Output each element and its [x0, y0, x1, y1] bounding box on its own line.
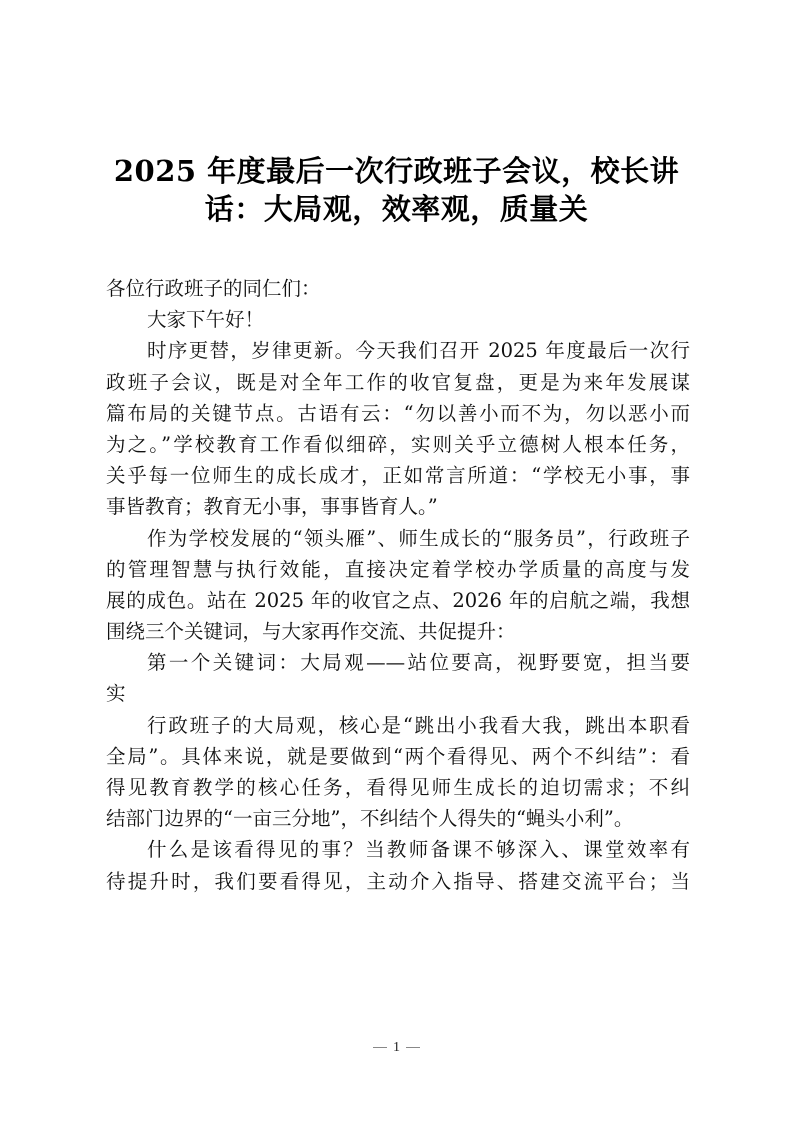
dash-left	[373, 1047, 387, 1048]
text-line: 围绕三个关键词，与大家再作交流、共促提升：	[106, 620, 516, 644]
text-line: 全局”。具体来说，就是要做到“两个看得见、两个不纠结”：看	[106, 744, 690, 768]
text-line: 第一个关键词：大局观——站位要高，视野要宽，担当要	[147, 651, 690, 675]
text-line: 大家下午好！	[147, 308, 265, 332]
document-title	[90, 152, 703, 228]
title-line-2: 话：大局观，效率观，质量关	[204, 192, 589, 226]
text-line: 篇布局的关键节点。古语有云：“勿以善小而不为，勿以恶小而	[106, 401, 690, 425]
text-line: 时序更替，岁律更新。今天我们召开 2025 年度最后一次行	[147, 339, 690, 363]
text-line: 事皆教育；教育无小事，事事皆育人。”	[106, 495, 438, 519]
text-line: 待提升时，我们要看得见，主动介入指导、搭建交流平台；当	[106, 869, 690, 893]
title-line-1: 2025 年度最后一次行政班子会议，校长讲	[113, 154, 680, 188]
page-number-text: 1	[393, 1040, 400, 1055]
dash-right	[406, 1047, 420, 1048]
text-line: 政班子会议，既是对全年工作的收官复盘，更是为来年发展谋	[106, 370, 690, 394]
page-number	[0, 1040, 793, 1056]
text-line: 作为学校发展的“领头雁”、师生成长的“服务员”，行政班子	[147, 526, 690, 550]
text-line: 实	[106, 682, 126, 706]
text-line: 得见教育教学的核心任务，看得见师生成长的迫切需求；不纠	[106, 776, 690, 799]
text-line: 为之。”学校教育工作看似细碎，实则关乎立德树人根本任务，	[106, 432, 690, 456]
text-line: 各位行政班子的同仁们：	[106, 277, 321, 300]
text-line: 什么是该看得见的事？当教师备课不够深入、课堂效率有	[147, 838, 690, 862]
text-line: 行政班子的大局观，核心是“跳出小我看大我，跳出本职看	[147, 713, 690, 737]
document-body	[106, 273, 690, 897]
text-line: 关乎每一位师生的成长成才，正如常言所道：“学校无小事，事	[106, 464, 690, 488]
text-line: 的管理智慧与执行效能，直接决定着学校办学质量的高度与发	[106, 557, 690, 581]
text-line: 结部门边界的“一亩三分地”，不纠结个人得失的“蝇头小利”。	[106, 807, 634, 831]
text-line: 展的成色。站在 2025 年的收官之点、2026 年的启航之端，我想	[106, 588, 690, 612]
